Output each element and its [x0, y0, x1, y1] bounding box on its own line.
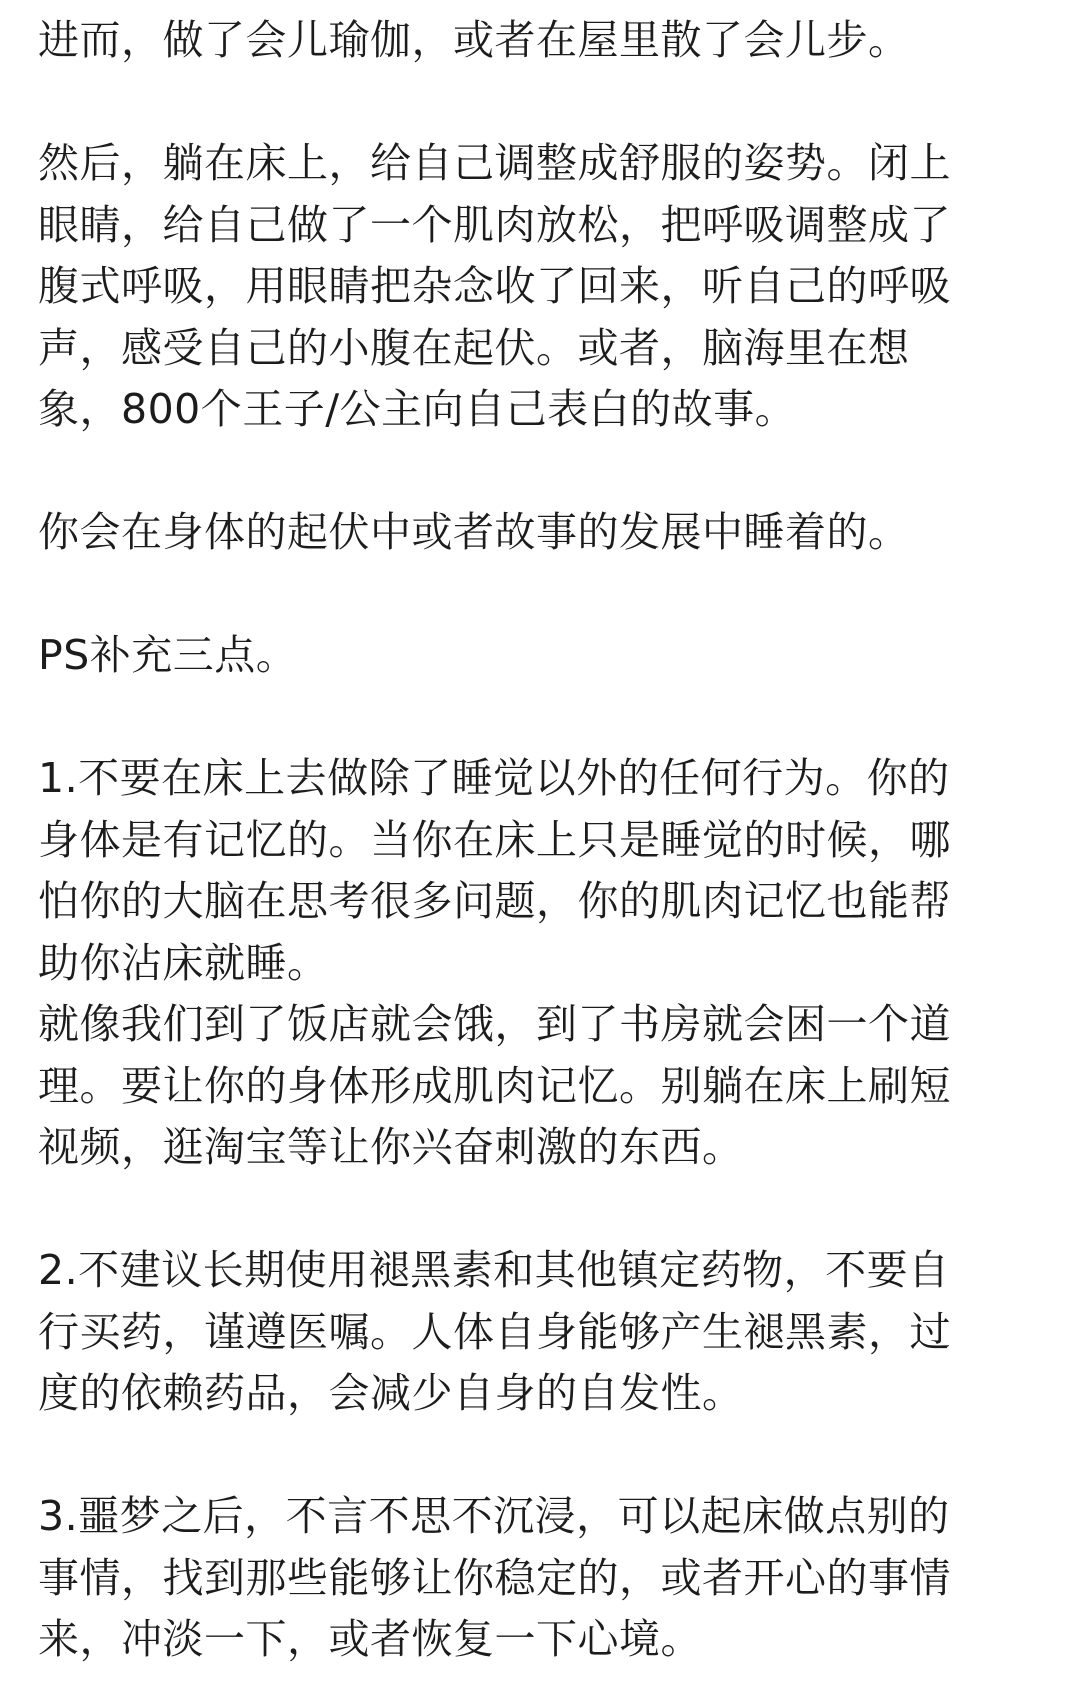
paragraph-gap — [38, 1425, 1040, 1487]
paragraph-gap — [38, 687, 1040, 749]
text-line: 行买药，谨遵医嘱。人体自身能够产生褪黑素，过 — [38, 1307, 951, 1356]
text-line: 声，感受自己的小腹在起伏。或者，脑海里在想 — [38, 323, 910, 372]
paragraph-gap — [38, 1179, 1040, 1241]
text-line: 来，冲淡一下，或者恢复一下心境。 — [38, 1615, 702, 1663]
text-line: 然后，躺在床上，给自己调整成舒服的姿势。闭上 — [38, 139, 951, 187]
paragraph-gap — [38, 72, 1040, 134]
text-line: 理。要让你的身体形成肌肉记忆。别躺在床上刷短 — [38, 1061, 951, 1110]
paragraph-point-2 — [38, 1240, 1040, 1425]
text-line: PS补充三点。 — [38, 631, 298, 679]
text-line: 度的依赖药品，会减少自身的自发性。 — [38, 1369, 744, 1417]
paragraph-relaxation — [38, 133, 1040, 441]
paragraph-fall-asleep — [38, 502, 1040, 564]
text-line: 3.噩梦之后，不言不思不沉浸，可以起床做点别的 — [38, 1492, 950, 1540]
text-line: 2.不建议长期使用褪黑素和其他镇定药物，不要自 — [38, 1246, 950, 1294]
paragraph-point-3 — [38, 1486, 1040, 1671]
text-line: 事情，找到那些能够让你稳定的，或者开心的事情 — [38, 1553, 951, 1602]
text-line: 助你沾床就睡。 — [38, 938, 329, 987]
paragraph-point-1 — [38, 748, 1040, 1179]
text-line: 就像我们到了饭店就会饿，到了书房就会困一个道 — [38, 1000, 951, 1048]
text-line: 怕你的大脑在思考很多问题，你的肌肉记忆也能帮 — [38, 877, 951, 925]
text-line: 象，800个王子/公主向自己表白的故事。 — [38, 385, 797, 433]
paragraph-gap — [38, 441, 1040, 503]
text-line: 进而，做了会儿瑜伽，或者在屋里散了会儿步。 — [38, 16, 910, 64]
text-line: 身体是有记忆的。当你在床上只是睡觉的时候，哪 — [38, 815, 951, 864]
text-line: 视频，逛淘宝等让你兴奋刺激的东西。 — [38, 1123, 744, 1171]
paragraph-ps-heading — [38, 625, 1040, 687]
text-line: 眼睛，给自己做了一个肌肉放松，把呼吸调整成了 — [38, 200, 951, 249]
text-line: 腹式呼吸，用眼睛把杂念收了回来，听自己的呼吸 — [38, 262, 951, 310]
text-line: 1.不要在床上去做除了睡觉以外的任何行为。你的 — [38, 754, 950, 802]
paragraph-gap — [38, 564, 1040, 626]
paragraph-yoga — [38, 10, 1040, 72]
text-line: 你会在身体的起伏中或者故事的发展中睡着的。 — [38, 508, 910, 556]
